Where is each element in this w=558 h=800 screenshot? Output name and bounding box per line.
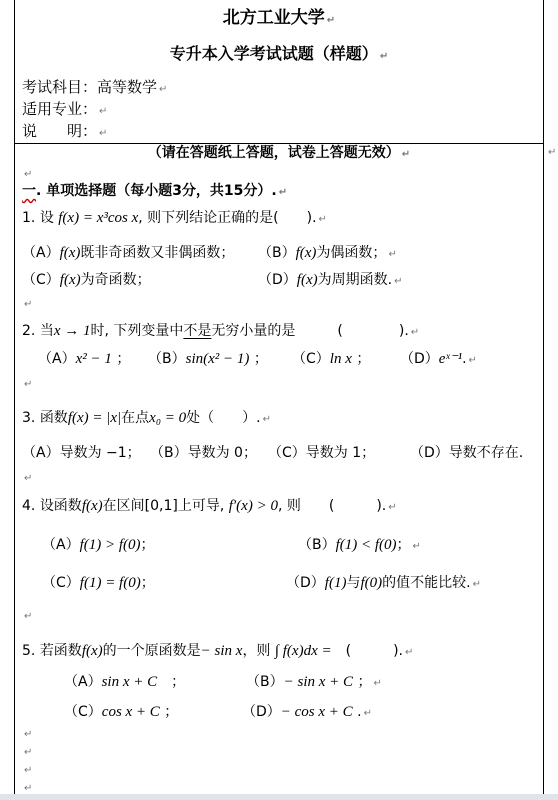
paragraph-mark: ↵ [24,299,33,310]
question-1-stem: 1. 设 f(x) = x³cos x, 则下列结论正确的是( ). ↵ [22,210,327,226]
question-3-option-d: （D）导数不存在. [410,445,524,461]
exam-title: 专升本入学考试试题（样题） ↵ [169,44,389,63]
question-2-option-c: （C）ln x ； [292,351,371,367]
status-strip [0,794,558,800]
answer-notice: （请在答题纸上答题，试卷上答题无效） ↵ [147,145,411,161]
question-3-option-c: （C）导数为 1； [268,445,376,461]
paragraph-mark: ↵ [24,611,33,622]
paragraph-mark: ↵ [24,729,33,740]
question-5-stem: 5. 若函数f(x)的一个原函数是− sin x，则 ∫ f(x)dx = ( ). ↵ [22,643,414,659]
left-border [14,0,15,800]
question-2-option-a: （A）x² − 1 ； [38,351,131,367]
paragraph-mark: ↵ [24,379,33,390]
question-5-option-d: （D）− cos x + C . ↵ [242,704,372,720]
question-1-option-c: （C）f(x)为奇函数； [22,272,151,288]
section-title: 一. 单项选择题（每小题3分，共15分）. ↵ [22,183,288,199]
question-5-option-b: （B）− sin x + C ； ↵ [246,674,382,690]
question-5-option-c: （C）cos x + C ； [64,704,179,720]
question-1-option-a: （A）f(x)既非奇函数又非偶函数； [22,245,235,261]
question-5-option-a: （A）sin x + C ； [64,674,186,690]
notes-line: 说 明： ↵ [22,122,108,140]
header-divider [14,143,544,144]
paragraph-mark: ↵ [548,147,557,158]
paragraph-mark: ↵ [24,747,33,758]
question-1-option-d: （D）f(x)为周期函数. ↵ [258,272,403,288]
question-4-stem: 4. 设函数f(x)在区间[0,1]上可导, f′(x) > 0, 则 ( ). ↵ [22,498,397,514]
question-4-option-a: （A）f(1) > f(0)； [42,537,155,553]
major-line: 适用专业： ↵ [22,100,108,118]
paragraph-mark: ↵ [24,473,33,484]
paragraph-mark: ↵ [24,765,33,776]
university-name: 北方工业大学 ↵ [222,8,336,28]
question-3-option-b: （B）导数为 0； [150,445,257,461]
question-2-stem: 2. 当x → 1时, 下列变量中不是无穷小量的是 ( ). ↵ [22,323,420,339]
question-3-stem: 3. 函数f(x) = |x|在点x₀ = 0处（ ）. ↵ [22,410,271,426]
question-4-option-b: （B）f(1) < f(0)； ↵ [298,537,421,553]
question-2-option-b: （B）sin(x² − 1) ； [148,351,268,367]
question-4-option-c: （C）f(1) = f(0)； [42,575,155,591]
question-1-option-b: （B）f(x)为偶函数； ↵ [258,245,397,261]
paragraph-mark: ↵ [24,783,33,794]
right-border [543,0,544,800]
question-2-option-d: （D）eˣ⁻¹. ↵ [400,351,477,367]
question-3-option-a: （A）导数为 −1； [22,445,141,461]
paragraph-mark: ↵ [24,169,33,180]
subject-line: 考试科目：高等数学 ↵ [22,78,168,96]
question-4-option-d: （D）f(1)与f(0)的值不能比较. ↵ [286,575,481,591]
